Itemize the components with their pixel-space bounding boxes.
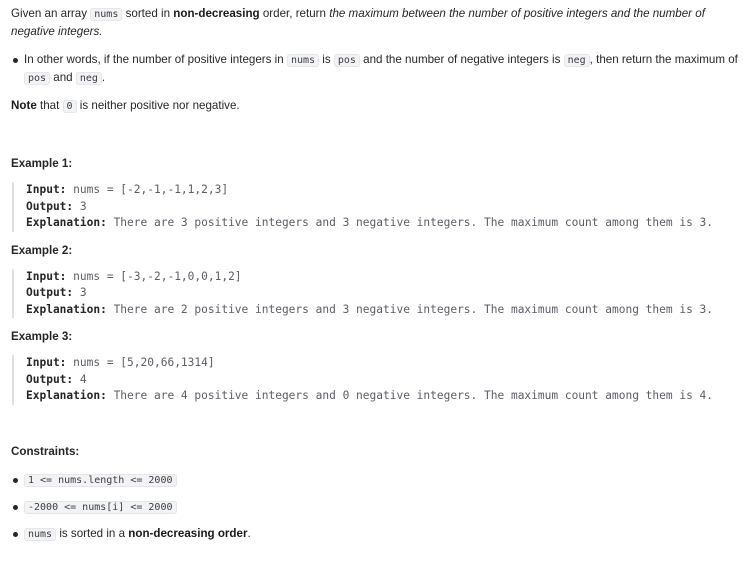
constraint-text-2: . xyxy=(247,526,251,540)
note-label: Note xyxy=(11,99,37,112)
example-1-block xyxy=(12,182,739,232)
note-text-1: that xyxy=(36,99,63,112)
inline-code-zero: 0 xyxy=(63,100,77,113)
input-value: nums = [5,20,66,1314] xyxy=(66,356,215,369)
output-value: 4 xyxy=(73,372,87,386)
problem-description xyxy=(11,5,739,552)
output-value: 3 xyxy=(73,286,87,299)
inline-code-nums: nums xyxy=(24,528,56,541)
input-label: Input: xyxy=(26,269,67,283)
constraint-item xyxy=(24,471,739,489)
output-label: Output: xyxy=(26,199,74,213)
explanation-value: There are 4 positive integers and 0 negative integers. The maximum count among them is 4. xyxy=(106,389,714,402)
input-value: nums = [-2,-1,-1,1,2,3] xyxy=(66,183,229,196)
constraints-title: Constraints: xyxy=(11,444,80,458)
example-1-title: Example 1: xyxy=(11,157,73,170)
example-2-title: Example 2: xyxy=(11,243,73,257)
constraint-bold-order: non-decreasing order xyxy=(128,526,248,540)
note-paragraph xyxy=(11,97,739,115)
output-value: 3 xyxy=(73,199,87,213)
intro-italic-goal: the maximum between the number of positive integers and the number of negative integers. xyxy=(11,7,705,38)
intro-bold-non-decreasing: non-decreasing xyxy=(173,7,260,20)
clarification-item xyxy=(24,51,739,87)
inline-code-neg: neg xyxy=(76,72,102,85)
inline-code-pos: pos xyxy=(334,54,360,67)
explanation-label: Explanation: xyxy=(26,216,107,229)
explanation-label: Explanation: xyxy=(26,302,107,316)
problem-statement xyxy=(11,5,739,41)
constraint-code-range: -2000 <= nums[i] <= 2000 xyxy=(24,501,177,514)
clarification-text-6: . xyxy=(101,71,106,84)
example-3-title: Example 3: xyxy=(11,330,73,343)
clarification-text-3: and the number of negative integers is xyxy=(359,53,564,66)
inline-code-nums: nums xyxy=(90,8,122,21)
constraint-text-1: is sorted in a xyxy=(56,526,129,540)
intro-text-2: sorted in xyxy=(122,7,174,20)
explanation-value: There are 3 positive integers and 3 negative integers. The maximum count among them is 3. xyxy=(106,216,714,229)
clarification-text-4: , then return the maximum of xyxy=(589,53,738,66)
constraints-list xyxy=(11,471,739,543)
note-text-2: is neither positive nor negative. xyxy=(76,99,240,112)
intro-text-3: order, return xyxy=(259,7,330,20)
clarification-text-1: In other words, if the number of positive integers in xyxy=(24,53,287,66)
intro-text-1: Given an array xyxy=(11,7,91,20)
inline-code-pos: pos xyxy=(24,72,50,85)
input-label: Input: xyxy=(26,356,67,369)
clarification-text-5: and xyxy=(50,71,76,84)
clarification-text-2: is xyxy=(319,53,334,66)
input-value: nums = [-3,-2,-1,0,0,1,2] xyxy=(66,269,242,283)
output-label: Output: xyxy=(26,372,74,386)
inline-code-nums: nums xyxy=(287,54,319,67)
constraint-code-length: 1 <= nums.length <= 2000 xyxy=(24,474,177,487)
constraint-item xyxy=(24,525,739,543)
clarification-list xyxy=(11,51,739,87)
inline-code-neg: neg xyxy=(564,54,590,67)
explanation-value: There are 2 positive integers and 3 negative integers. The maximum count among them is 3. xyxy=(106,302,714,316)
output-label: Output: xyxy=(26,286,74,299)
example-3-block xyxy=(12,355,739,405)
input-label: Input: xyxy=(26,183,67,196)
constraint-item xyxy=(24,498,739,516)
explanation-label: Explanation: xyxy=(26,389,107,402)
example-2-block xyxy=(12,269,739,319)
